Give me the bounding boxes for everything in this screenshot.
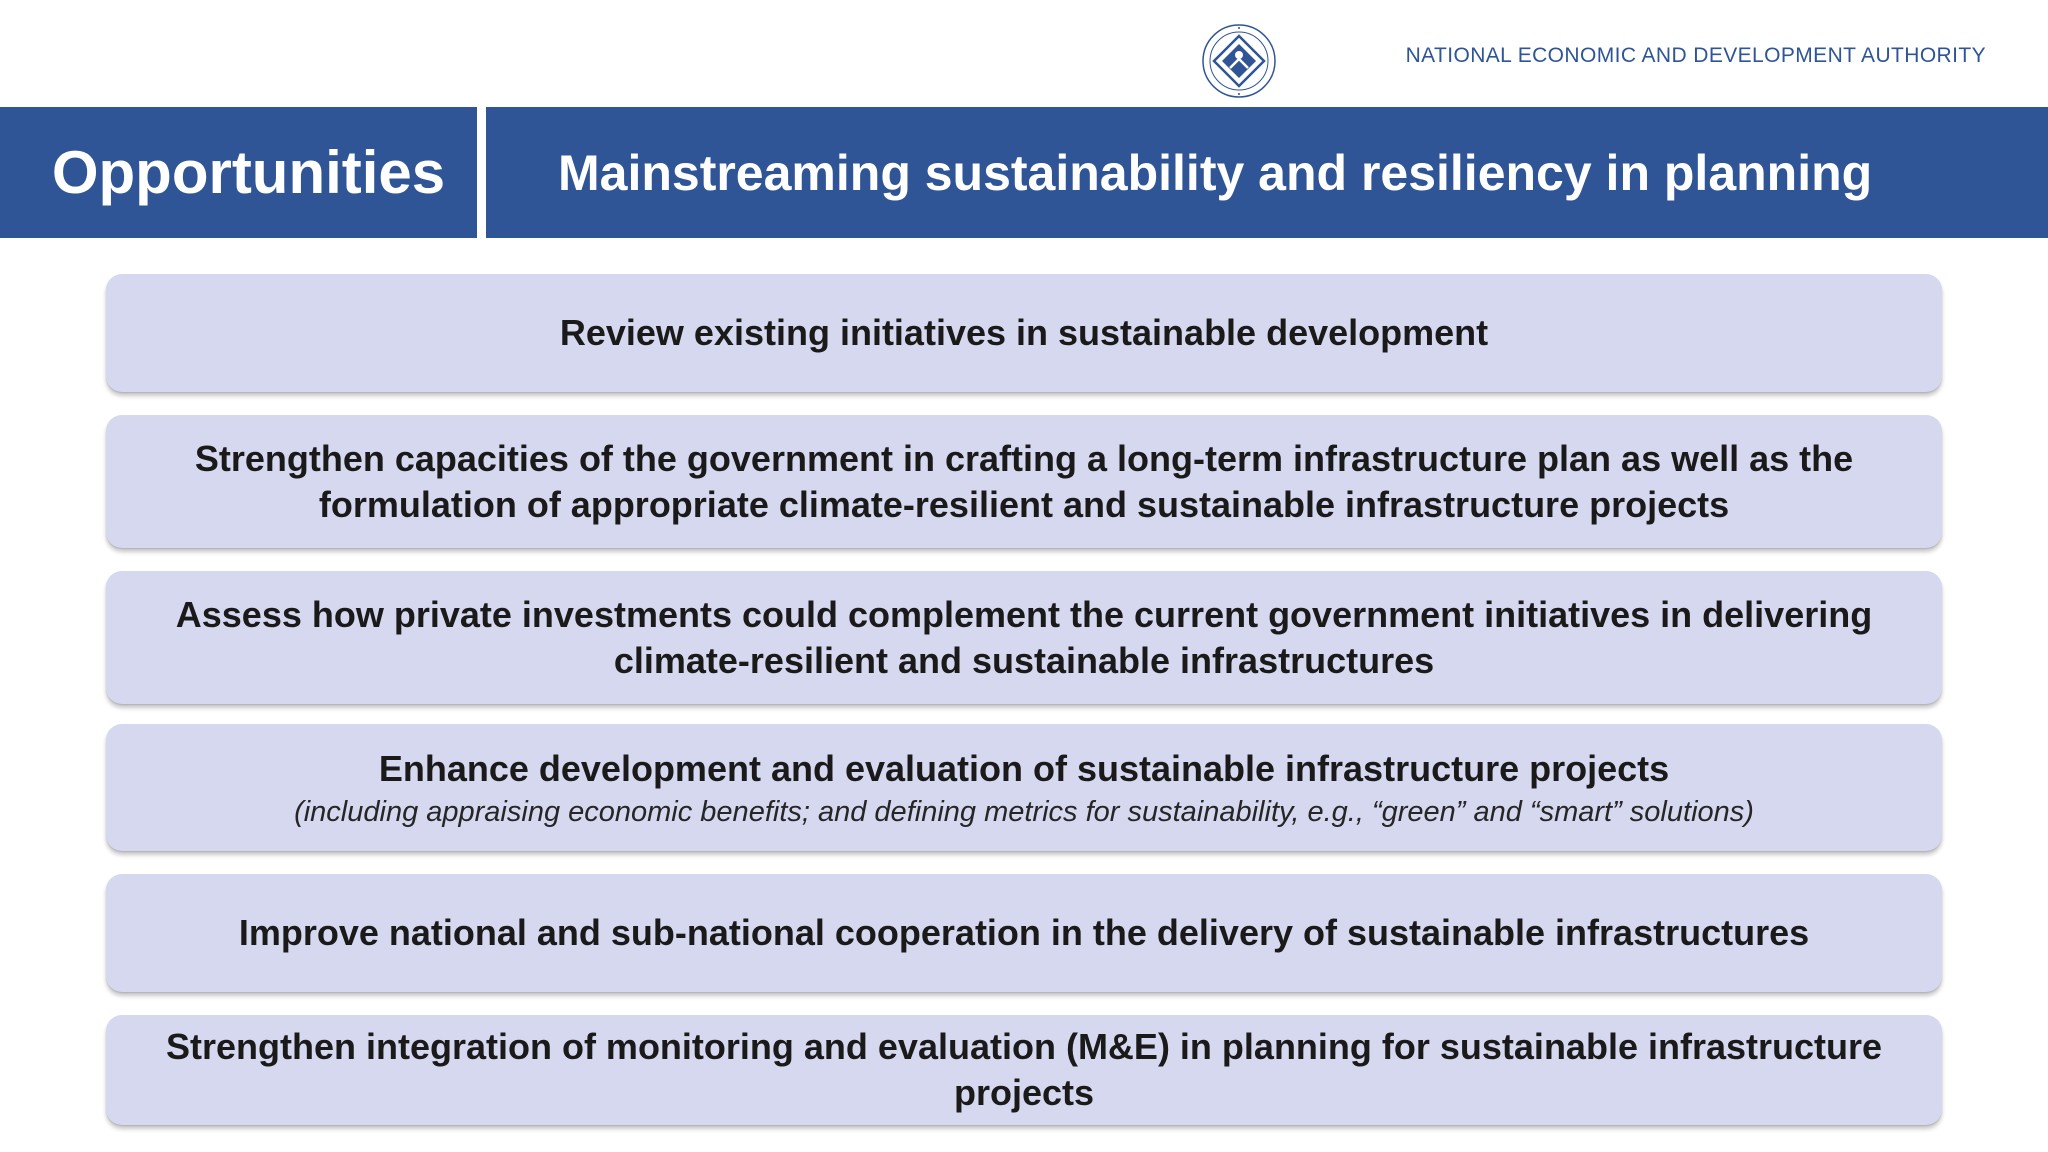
opportunity-card	[106, 874, 1942, 992]
opportunity-text: Assess how private investments could complement the current government initiatives in delivering climate-resilient and sustainable infrastructures	[175, 593, 1873, 681]
opportunity-text: Enhance development and evaluation of sustainable infrastructure projects	[378, 747, 1670, 789]
opportunity-card	[106, 571, 1942, 704]
slide-heading: Mainstreaming sustainability and resiliency in planning	[486, 107, 2048, 238]
opportunity-card	[106, 415, 1942, 548]
opportunity-text: Strengthen capacities of the government in crafting a long-term infrastructure plan as well as the formulation of appropriate climate-resilient and sustainable infrastructure projects	[194, 437, 1854, 525]
opportunity-subtext: (including appraising economic benefits; and defining metrics for sustainability, e.g., “green” and “smart” solutions)	[294, 795, 1754, 828]
organization-name: NATIONAL ECONOMIC AND DEVELOPMENT AUTHORITY	[1405, 44, 1986, 67]
section-title: Opportunities	[0, 107, 477, 238]
opportunity-text: Strengthen integration of monitoring and evaluation (M&E) in planning for sustainable infrastructure projects	[165, 1026, 1883, 1113]
opportunity-text: Improve national and sub-national cooperation in the delivery of sustainable infrastructures	[238, 912, 1810, 953]
opportunity-card	[106, 1015, 1942, 1125]
opportunity-card	[106, 274, 1942, 392]
opportunity-card	[106, 724, 1942, 851]
opportunity-text: Review existing initiatives in sustainable development	[559, 312, 1489, 353]
